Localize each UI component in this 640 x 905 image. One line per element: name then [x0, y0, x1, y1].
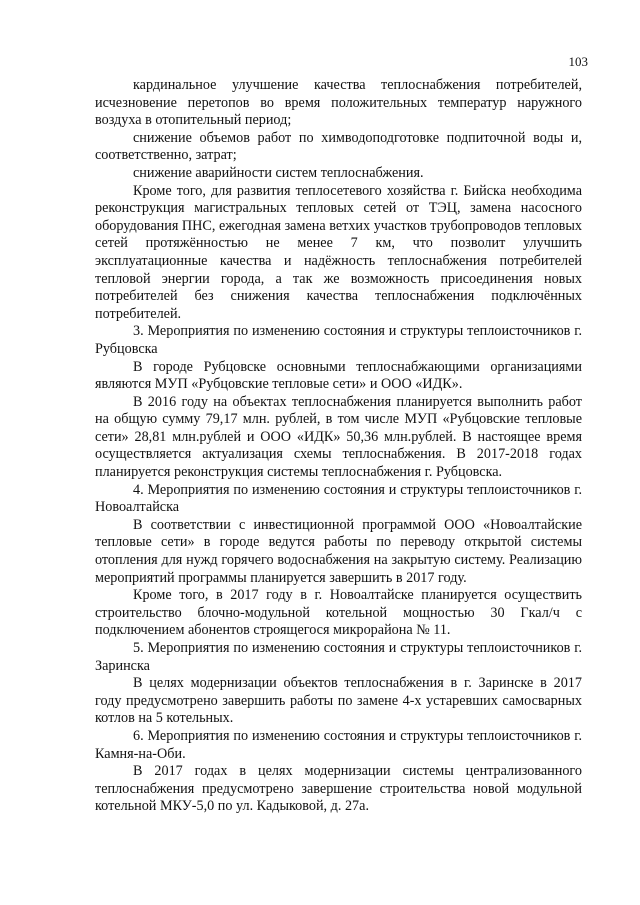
paragraph-9: В целях модернизации объектов теплоснабжения в г. Заринске в 2017 году предусмотрено завершить работы по замене 4-х устаревших самосварных котлов на 5 котельных.	[95, 675, 582, 727]
paragraph-2: снижение объемов работ по химводоподготовке подпиточной воды и, соответственно, затрат;	[95, 129, 582, 164]
paragraph-10: В 2017 годах в целях модернизации системы централизованного теплоснабжения предусмотрено завершение строительства новой модульной котельной МКУ-5,0 по ул. Кадыковой, д. 27а.	[95, 763, 582, 815]
document-body	[95, 77, 582, 816]
paragraph-7: В соответствии с инвестиционной программой ООО «Новоалтайские тепловые сети» в городе ведутся работы по переводу открытой системы отопления для нужд горячего водоснабжения на закрытую систему. Реализацию мероприятий программы планируется завершить в 2017 году.	[95, 516, 582, 586]
page-number: 103	[568, 54, 588, 69]
paragraph-4: Кроме того, для развития теплосетевого хозяйства г. Бийска необходима реконструкция магистральных тепловых сетей от ТЭЦ, замена насосного оборудования ПНС, ежегодная замена ветхих участков трубопроводов тепловых сетей протяжённостью не менее 7 км, что позволит улучшить эксплуатационные качества и надёжность теплоснабжения потребителей тепловой энергии города, а так же возможность присоединения новых потребителей без снижения качества теплоснабжения подключённых потребителей.	[95, 182, 582, 322]
section-heading-6: 6. Мероприятия по изменению состояния и структуры теплоисточников г. Камня-на-Оби.	[95, 727, 582, 762]
section-heading-5: 5. Мероприятия по изменению состояния и структуры теплоисточников г. Заринска	[95, 640, 582, 674]
paragraph-6: В 2016 году на объектах теплоснабжения планируется выполнить работ на общую сумму 79,17 млн. рублей, в том числе МУП «Рубцовские тепловые сети» 28,81 млн.рублей и ООО «ИДК» 50,36 млн.рублей. В настоящее время осуществляется актуализация схемы теплоснабжения. В 2017-2018 годах планируется реконструкция системы теплоснабжения г. Рубцовска.	[95, 393, 582, 481]
paragraph-8: Кроме того, в 2017 году в г. Новоалтайске планируется осуществить строительство блочно-модульной котельной мощностью 30 Гкал/ч с подключением абонентов строящегося микрорайона № 11.	[95, 587, 582, 639]
section-heading-4: 4. Мероприятия по изменению состояния и структуры теплоисточников г. Новоалтайска	[95, 481, 582, 516]
paragraph-3: снижение аварийности систем теплоснабжения.	[133, 164, 424, 181]
paragraph-1: кардинальное улучшение качества теплоснабжения потребителей, исчезновение перетопов во время положительных температур наружного воздуха в отопительный период;	[95, 77, 582, 129]
paragraph-5: В городе Рубцовске основными теплоснабжающими организациями являются МУП «Рубцовские тепловые сети» и ООО «ИДК».	[95, 358, 582, 393]
section-heading-3: 3. Мероприятия по изменению состояния и структуры теплоисточников г. Рубцовска	[95, 323, 582, 357]
